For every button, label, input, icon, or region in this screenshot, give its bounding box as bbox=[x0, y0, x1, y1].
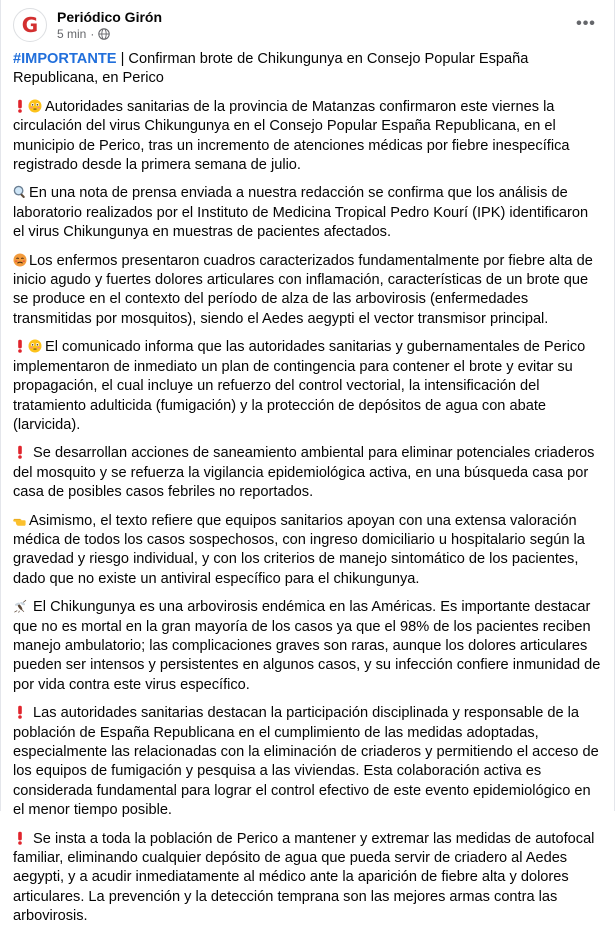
paragraph-text: El Chikungunya es una arbovirosis endémica en las Américas. Es importante destacar que no es mortal en la gran mayoría de los casos ya que el 98% de los pacientes reciben manejo ambulatorio; las complicaciones graves son raras, aunque los dolores articulares pueden ser intensos y persistentes en algunos casos, y su infección confiere inmunidad de por vida contra este virus específico. bbox=[13, 599, 601, 693]
pointing-hand-icon bbox=[13, 513, 27, 527]
post-paragraph bbox=[13, 50, 602, 89]
post-paragraph bbox=[13, 98, 602, 176]
page-avatar[interactable] bbox=[13, 8, 47, 42]
mosquito-icon bbox=[13, 599, 27, 613]
page-name-link[interactable]: Periódico Girón bbox=[57, 9, 163, 25]
post-paragraph bbox=[13, 338, 602, 435]
exclamation-icon bbox=[13, 705, 27, 719]
meta-separator: · bbox=[90, 27, 95, 41]
paragraph-text: Los enfermos presentaron cuadros caracterizados fundamentalmente por fiebre alta de inicio agudo y fuertes dolores articulares con inflamación, características de un brote que se produce en el contexto del período de alza de las arbovirosis (enfermedades transmitidas por mosquitos), siendo el Aedes aegypti el vector transmisor principal. bbox=[13, 252, 593, 327]
post-paragraph bbox=[13, 598, 602, 695]
exclamation-icon bbox=[13, 99, 27, 113]
post-header bbox=[1, 0, 614, 48]
sick-face-icon bbox=[13, 253, 27, 267]
post-paragraph bbox=[13, 184, 602, 242]
post-timestamp[interactable]: 5 min bbox=[57, 27, 87, 41]
post-body bbox=[1, 48, 614, 927]
post-paragraph bbox=[13, 830, 602, 927]
ellipsis-icon: ••• bbox=[576, 15, 596, 32]
paragraph-text: Autoridades sanitarias de la provincia de Matanzas confirmaron este viernes la circulación del virus Chikungunya en el Consejo Popular España Republicana, en el municipio de Perico, tras un incremento de atenciones médicas por fiebre inespecífica registrado desde la primera semana de julio. bbox=[13, 98, 570, 174]
flushed-face-icon bbox=[28, 99, 42, 113]
page-logo: G bbox=[21, 13, 39, 37]
flushed-face-icon bbox=[28, 339, 42, 353]
paragraph-text: Se insta a toda la población de Perico a mantener y extremar las medidas de autofocal familiar, eliminando cualquier depósito de agua que pueda servir de criadero al Aedes aegypti, y a acudir inmediatamente al médico ante la aparición de fiebre alta y dolores articulares. La prevención y la detección temprana son las mejores armas contra las arbovirosis. bbox=[13, 830, 595, 925]
hashtag-importante-link[interactable]: #IMPORTANTE bbox=[13, 51, 117, 67]
post-paragraph bbox=[13, 704, 602, 820]
paragraph-text: Asimismo, el texto refiere que equipos sanitarios apoyan con una extensa valoración médica de todos los casos sospechosos, con ingreso domiciliario u hospitalario según la gravedad y riesgo individual, y con los criterios de manejo sintomático de los pacientes, dado que no existe un antiviral específico para el chikungunya. bbox=[13, 512, 585, 587]
post-headline-text: | Confirman brote de Chikungunya en Consejo Popular España Republicana, en Perico bbox=[13, 51, 529, 87]
paragraph-text: Las autoridades sanitarias destacan la participación disciplinada y responsable de la población de España Republicana en el cumplimiento de las medidas adoptadas, especialmente las relacionadas con la eliminación de criaderos y permitiendo el acceso de los equipos de fumigación y pesquisa a las viviendas. Esta colaboración activa es considerada fundamental para lograr el control efectivo de este evento epidemiológico en el menor tiempo posible. bbox=[13, 705, 599, 819]
post-meta bbox=[57, 27, 110, 41]
paragraph-text: En una nota de prensa enviada a nuestra redacción se confirma que los análisis de laboratorio realizados por el Instituto de Medicina Tropical Pedro Kourí (IPK) identificaron el virus Chikungunya en muestras de pacientes afectados. bbox=[13, 185, 589, 241]
post-paragraph bbox=[13, 252, 602, 330]
post-paragraph bbox=[13, 444, 602, 502]
exclamation-icon bbox=[13, 831, 27, 845]
post-options-button[interactable] bbox=[568, 6, 604, 42]
paragraph-text: El comunicado informa que las autoridades sanitarias y gubernamentales de Perico implementaron de inmediato un plan de contingencia para contener el brote y evitar su propagación, el cual incluye un refuerzo del control vectorial, la intensificación del tratamiento adulticida (fumigación) y la protección de depósitos de agua con abate (larvicida). bbox=[13, 339, 586, 433]
paragraph-text: Se desarrollan acciones de saneamiento ambiental para eliminar potenciales criaderos del mosquito y se refuerza la vigilancia epidemiológica activa, en una búsqueda casa por casa de posibles casos febriles no reportados. bbox=[13, 445, 595, 501]
exclamation-icon bbox=[13, 445, 27, 459]
exclamation-icon bbox=[13, 339, 27, 353]
post-paragraph bbox=[13, 512, 602, 590]
globe-icon bbox=[98, 28, 110, 40]
magnifier-icon bbox=[13, 185, 27, 199]
